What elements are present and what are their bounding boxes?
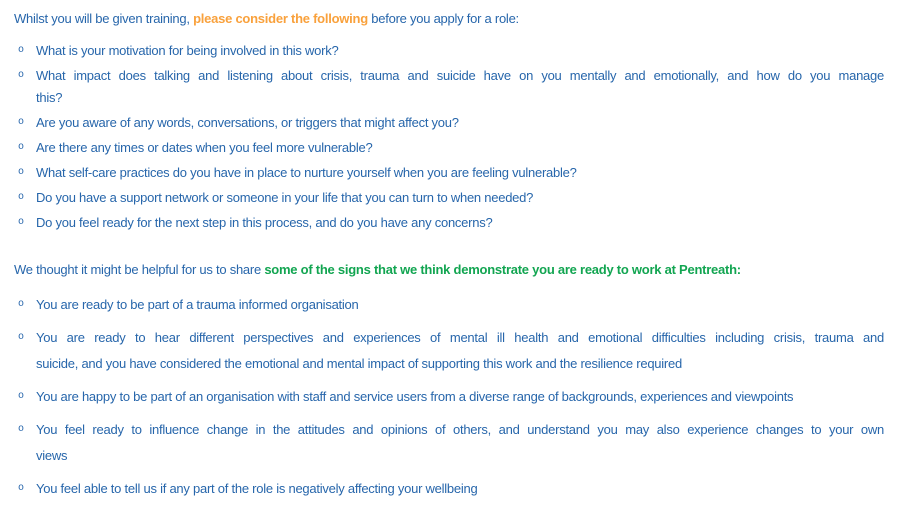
- bullet-icon: o: [18, 117, 25, 128]
- list-item: [14, 137, 884, 159]
- list-item-text: You feel ready to influence change in the attitudes and opinions of others, and understand you may also experience changes to your own: [36, 422, 884, 437]
- bullet-icon: o: [18, 70, 25, 81]
- list-item: [14, 476, 884, 502]
- list-item: [14, 162, 884, 184]
- text-segment: Whilst you will be given training,: [14, 11, 194, 26]
- bullet-icon: o: [18, 142, 25, 153]
- list-item-text: You are ready to be part of a trauma informed organisation: [36, 297, 359, 312]
- list-item-text: views: [36, 448, 68, 463]
- text-segment: before you apply for a role:: [367, 11, 519, 26]
- list-item-text: Do you feel ready for the next step in this process, and do you have any concerns?: [36, 215, 493, 230]
- bullet-icon: o: [18, 45, 25, 56]
- list-item: [14, 292, 884, 318]
- list-item-text: You are ready to hear different perspectives and experiences of mental ill health and emotional difficulties including crisis, trauma and: [36, 330, 884, 345]
- bullet-icon: o: [18, 483, 25, 494]
- bullet-icon: o: [18, 424, 25, 435]
- list-item-text: What self-care practices do you have in place to nurture yourself when you are feeling vulnerable?: [36, 165, 577, 180]
- list-item-text: What is your motivation for being involved in this work?: [36, 43, 339, 58]
- text-segment: We thought it might be helpful for us to share: [14, 262, 265, 277]
- list-item: [14, 187, 884, 209]
- highlighted-text-segment: please consider the following: [193, 11, 368, 26]
- bullet-icon: o: [18, 299, 25, 310]
- bullet-icon: o: [18, 391, 25, 402]
- readiness-signs-list: [14, 292, 884, 502]
- list-item: [14, 325, 884, 377]
- list-item-text: suicide, and you have considered the emotional and mental impact of supporting this work and the resilience required: [36, 356, 682, 371]
- list-item: [14, 112, 884, 134]
- highlighted-text-segment: some of the signs that we think demonstrate you are ready to work at Pentreath:: [264, 262, 741, 277]
- bullet-icon: o: [18, 192, 25, 203]
- list-item: [14, 65, 884, 109]
- bullet-icon: o: [18, 217, 25, 228]
- list-item: [14, 212, 884, 234]
- list-item-text: this?: [36, 90, 63, 105]
- intro-paragraph-readiness-signs: [14, 259, 884, 281]
- list-item: [14, 384, 884, 410]
- intro-paragraph-pre-apply: [14, 8, 884, 30]
- list-item-text: Are you aware of any words, conversations, or triggers that might affect you?: [36, 115, 459, 130]
- list-item-text: Are there any times or dates when you feel more vulnerable?: [36, 140, 373, 155]
- bullet-icon: o: [18, 167, 25, 178]
- list-item-text: You feel able to tell us if any part of the role is negatively affecting your wellbeing: [36, 481, 478, 496]
- list-item-text: Do you have a support network or someone in your life that you can turn to when needed?: [36, 190, 534, 205]
- bullet-icon: o: [18, 332, 25, 343]
- list-item-text: What impact does talking and listening about crisis, trauma and suicide have on you mentally and emotionally, and how do you manage: [36, 68, 884, 83]
- list-item-text: You are happy to be part of an organisation with staff and service users from a diverse range of backgrounds, experiences and viewpoints: [36, 389, 794, 404]
- list-item: [14, 417, 884, 469]
- pre-apply-questions-list: [14, 40, 884, 234]
- list-item: [14, 40, 884, 62]
